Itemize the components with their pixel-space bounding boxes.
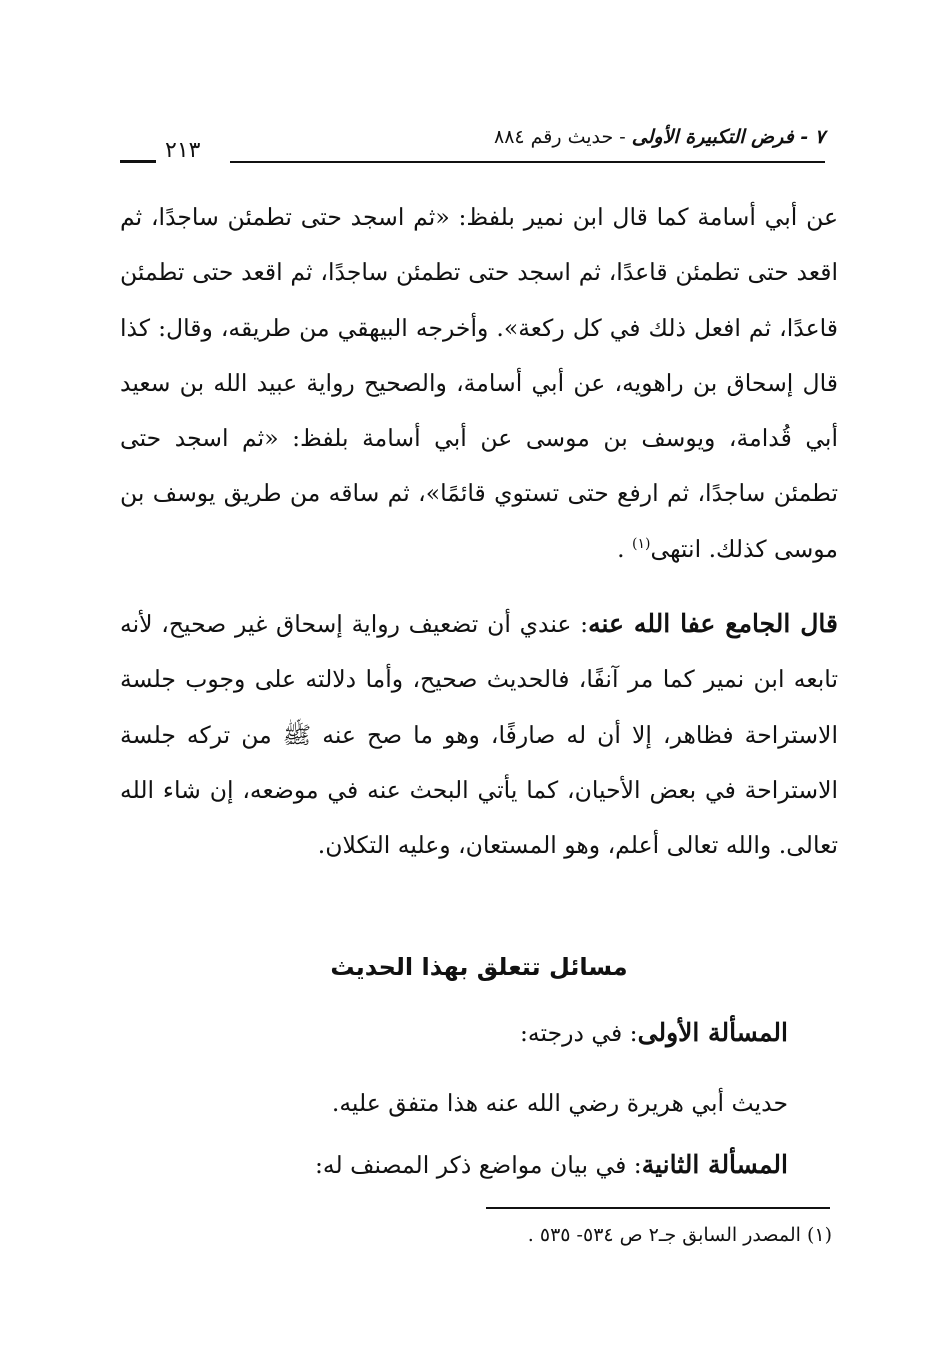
issue-2-label: المسألة الثانية	[641, 1150, 788, 1179]
paragraph-2	[120, 596, 838, 873]
paragraph-2-lead: قال الجامع عفا الله عنه	[588, 609, 838, 638]
issue-1-body: حديث أبي هريرة رضي الله عنه هذا متفق عليه.	[331, 1089, 788, 1117]
header-hadith-number: - حديث رقم ٨٨٤	[494, 126, 632, 148]
section-heading: مسائل تتعلق بهذا الحديث	[330, 953, 628, 981]
header-rule	[230, 161, 825, 163]
footnote-marker: (١)	[632, 535, 651, 552]
header-title	[494, 126, 825, 148]
header-chapter: ٧ - فرض التكبيرة الأولى	[631, 126, 825, 148]
footnote-rule	[486, 1207, 830, 1209]
page-number: ٢١٣	[165, 138, 201, 163]
issue-1-label: المسألة الأولى	[637, 1018, 788, 1047]
issue-1	[520, 1013, 788, 1053]
paragraph-1-text: عن أبي أسامة كما قال ابن نمير بلفظ: «ثم اسجد حتى تطمئن ساجدًا، ثم اقعد حتى تطمئن قاعدًا، ثم اسجد حتى تطمئن ساجدًا، ثم اقعد حتى تطمئن قاعدًا، ثم افعل ذلك في كل ركعة». وأخرجه البيهقي من طريقه، وقال: كذا قال إسحاق بن راهويه، عن أبي أسامة، والصحيح رواية عبيد الله بن سعيد أبي قُدامة، ويوسف بن موسى عن أبي أسامة بلفظ: «ثم اسجد حتى تطمئن ساجدًا، ثم ارفع حتى تستوي قائمًا»، ثم ساقه من طريق يوسف بن موسى كذلك. انتهى	[120, 203, 838, 563]
paragraph-2-text: : عندي أن تضعيف رواية إسحاق غير صحيح، لأنه تابعه ابن نمير كما مر آنفًا، فالحديث صحيح، وأما دلالته على وجوب جلسة الاستراحة فظاهر، إلا أن له صارفًا، وهو ما صح عنه ﷺ من تركه جلسة الاستراحة في بعض الأحيان، كما يأتي البحث عنه في موضعه، إن شاء الله تعالى. والله تعالى أعلم، وهو المستعان، وعليه التكلان.	[120, 610, 838, 860]
footnote: (١) المصدر السابق جـ٢ ص ٥٣٤- ٥٣٥ .	[527, 1224, 832, 1246]
paragraph-1-end: .	[617, 534, 633, 563]
page-number-dash	[120, 160, 156, 163]
issue-2	[315, 1145, 788, 1185]
paragraph-1	[120, 190, 838, 577]
issue-2-text: : في بيان مواضع ذكر المصنف له:	[315, 1151, 642, 1179]
running-header	[120, 126, 825, 166]
issue-1-text: : في درجته:	[519, 1019, 638, 1047]
